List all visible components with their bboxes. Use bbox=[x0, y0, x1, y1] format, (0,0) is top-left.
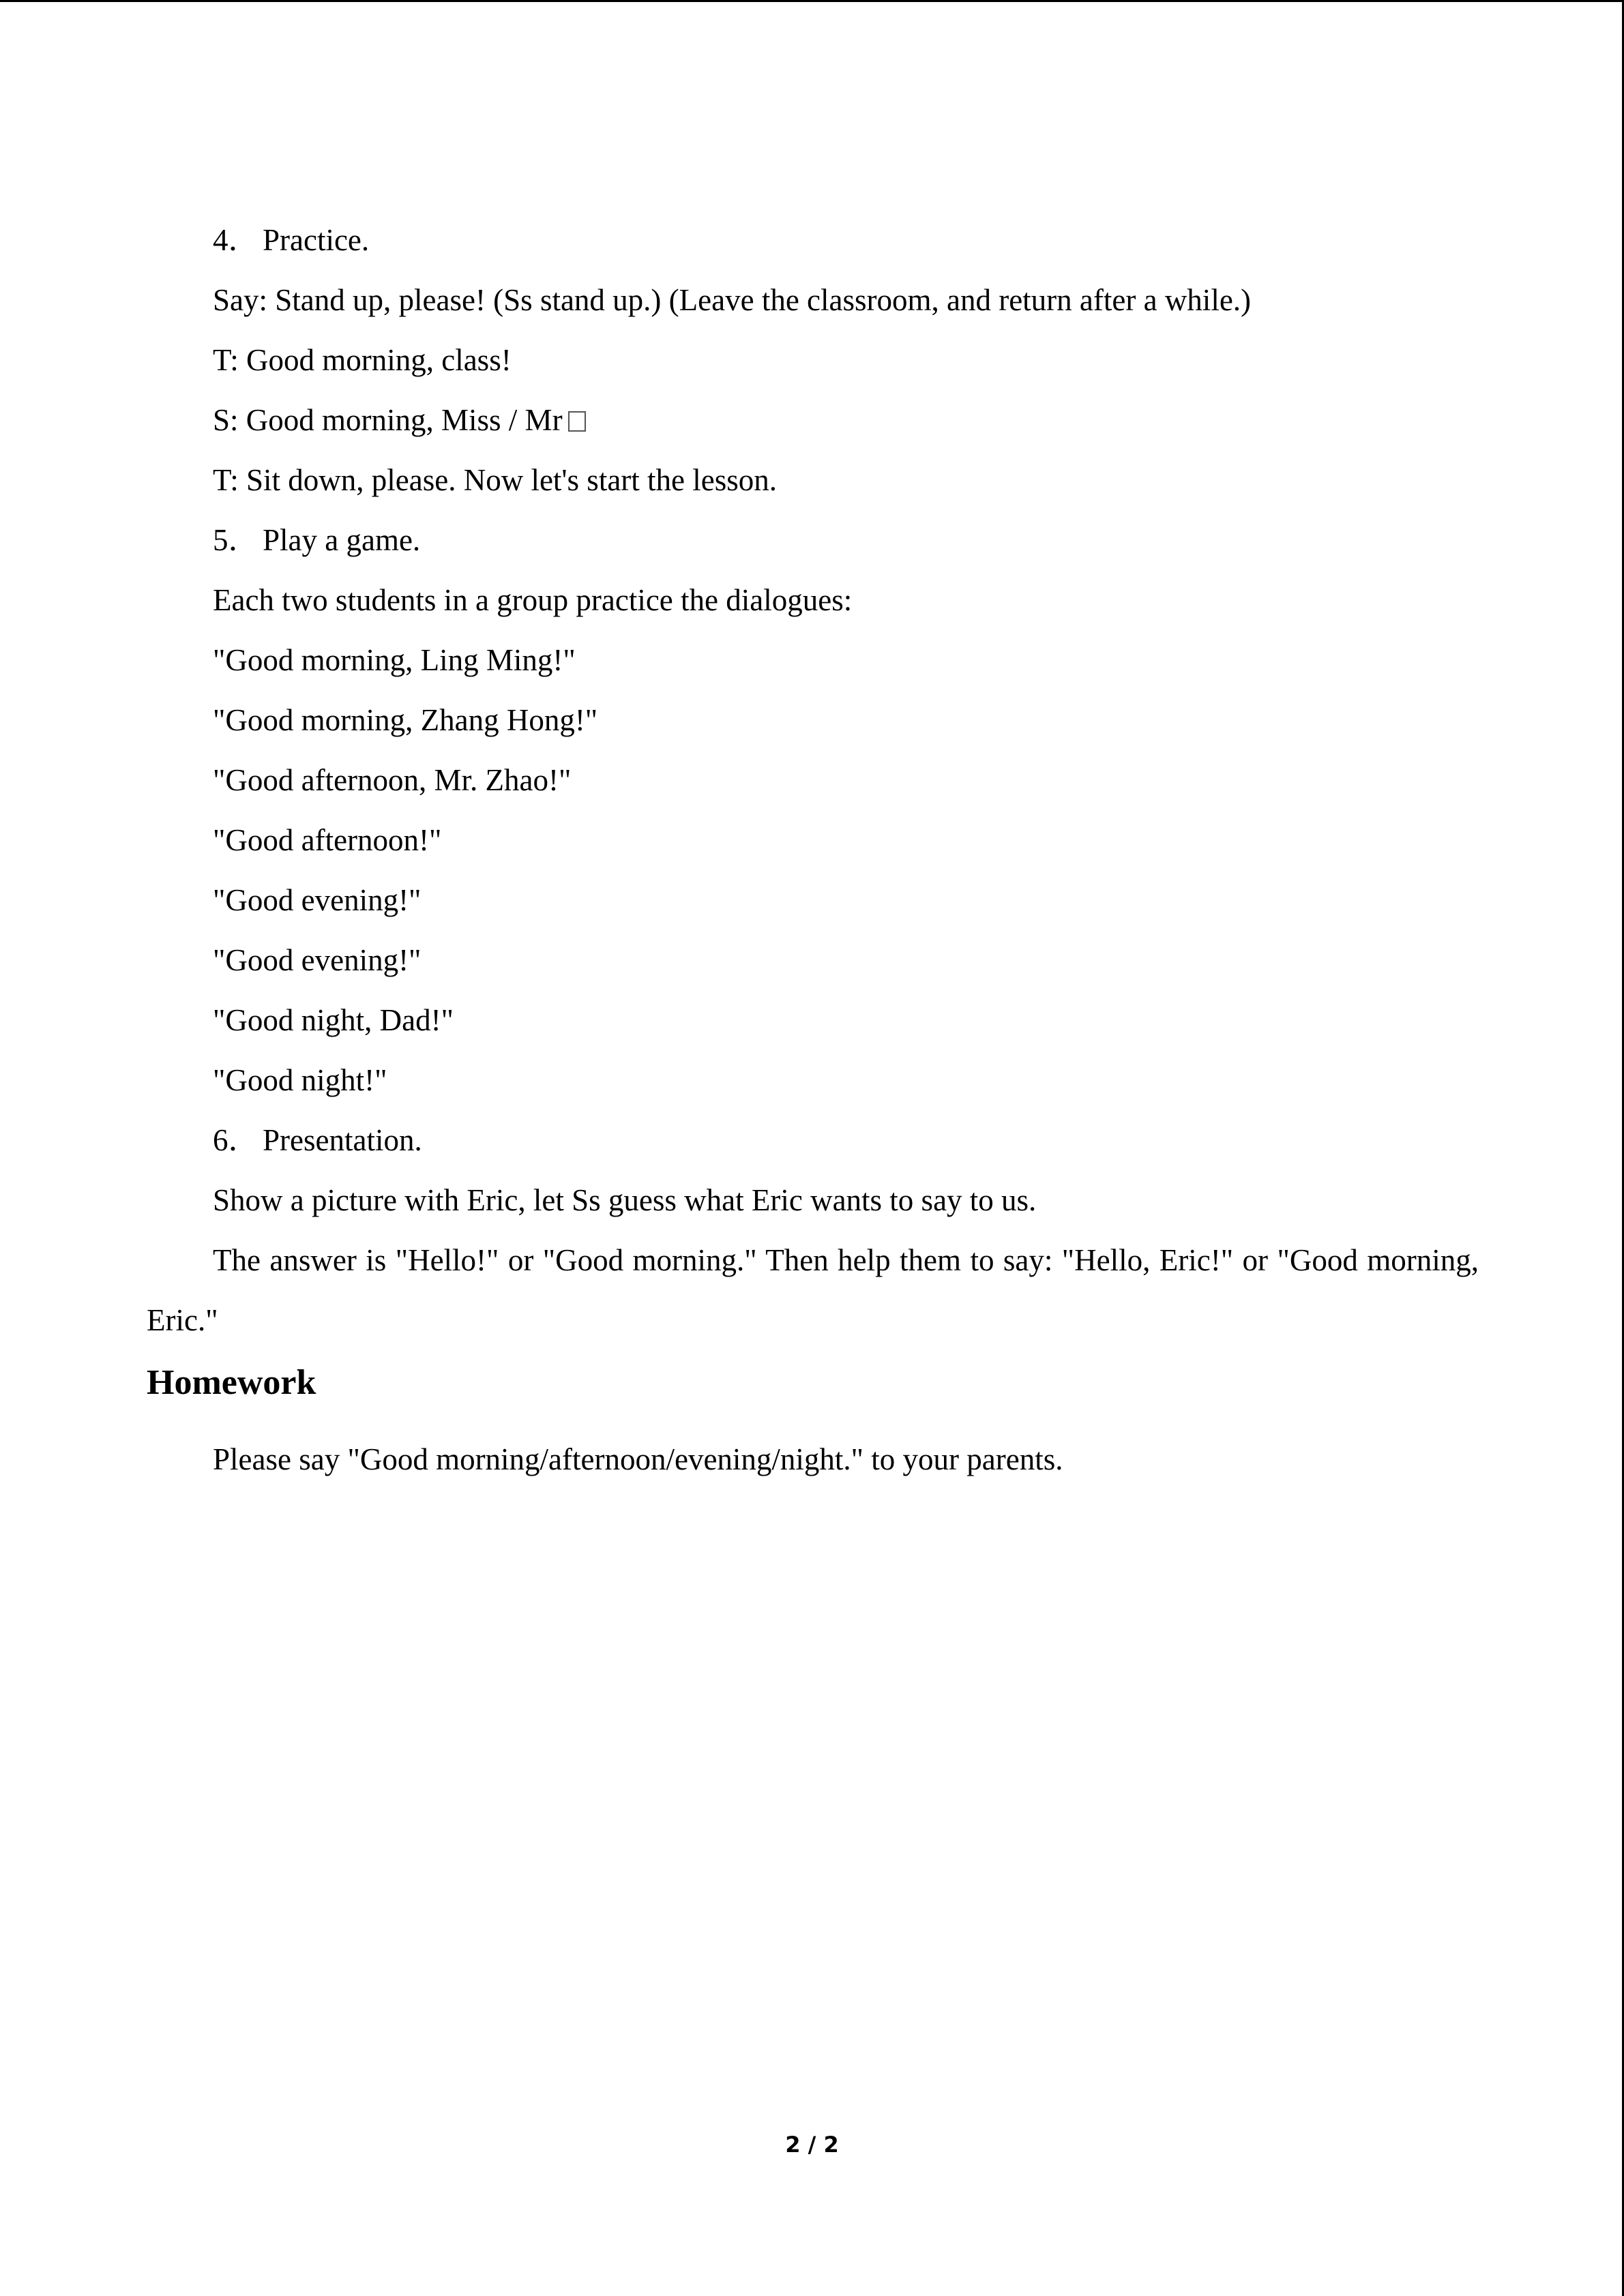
homework-text: Please say "Good morning/afternoon/evening/night." to your parents. bbox=[213, 1442, 1063, 1476]
section-title: Practice. bbox=[263, 223, 370, 257]
section-heading-presentation bbox=[147, 1110, 1479, 1170]
dialogue-line: "Good afternoon, Mr. Zhao!" bbox=[213, 763, 572, 797]
missing-glyph-box bbox=[568, 411, 586, 432]
dialogue-line: "Good morning, Ling Ming!" bbox=[213, 643, 576, 677]
dialogue-line: "Good evening!" bbox=[213, 883, 422, 917]
say-line: Say: Stand up, please! (Ss stand up.) (Leave the classroom, and return after a while.) bbox=[213, 283, 1252, 317]
section-number: 5． bbox=[213, 523, 259, 557]
section-heading-practice bbox=[147, 210, 1479, 270]
section-number: 6． bbox=[213, 1123, 259, 1157]
student-reply-line bbox=[147, 390, 1479, 450]
teacher-greeting-line: T: Good morning, class! bbox=[213, 343, 512, 377]
dialogue-line: "Good evening!" bbox=[213, 943, 422, 977]
dialogue-line: "Good night, Dad!" bbox=[213, 1003, 454, 1037]
show-picture-line: Show a picture with Eric, let Ss guess what Eric wants to say to us. bbox=[213, 1183, 1037, 1217]
dialogue-line: "Good morning, Zhang Hong!" bbox=[213, 703, 598, 737]
answer-paragraph: The answer is "Hello!" or "Good morning." Then help them to say: "Hello, Eric!" or "Good morning, Eric." bbox=[147, 1243, 1479, 1337]
student-reply-text: S: Good morning, Miss / Mr bbox=[213, 403, 563, 437]
section-title: Play a game. bbox=[263, 523, 421, 557]
section-title: Presentation. bbox=[263, 1123, 422, 1157]
game-intro-line: Each two students in a group practice the dialogues: bbox=[213, 583, 853, 617]
teacher-sit-line: T: Sit down, please. Now let's start the lesson. bbox=[213, 463, 778, 497]
section-number: 4． bbox=[213, 223, 259, 257]
page-top-border bbox=[0, 0, 1624, 2]
dialogue-line: "Good afternoon!" bbox=[213, 823, 442, 857]
section-heading-game bbox=[147, 510, 1479, 570]
dialogue-line: "Good night!" bbox=[213, 1063, 387, 1097]
page-number: 2 / 2 bbox=[785, 2132, 839, 2158]
document-body bbox=[147, 210, 1479, 1489]
homework-heading: Homework bbox=[147, 1363, 316, 1402]
